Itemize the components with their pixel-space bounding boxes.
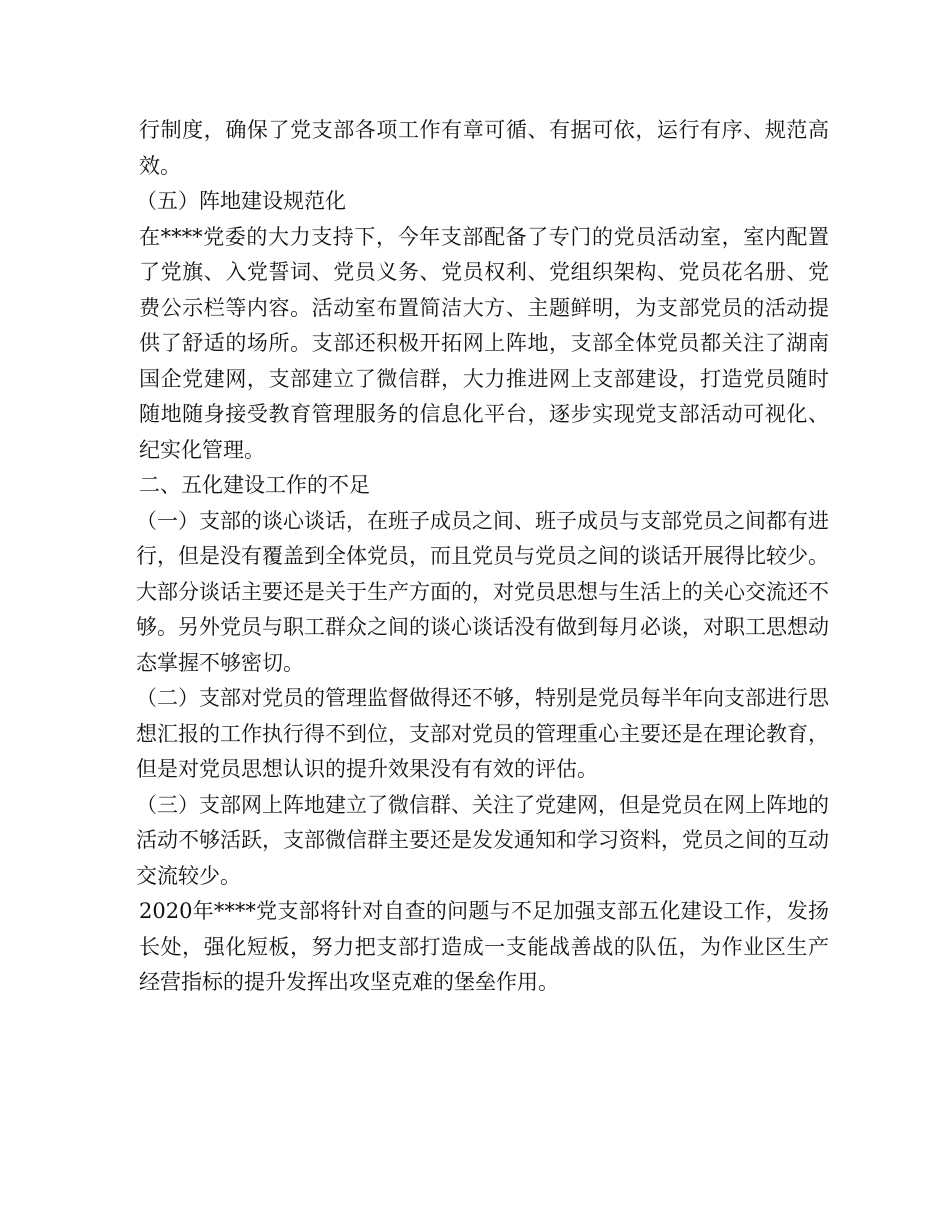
paragraph-system-efficiency: 行制度，确保了党支部各项工作有章可循、有据可依，运行有序、规范高效。 [139,118,829,178]
paragraph-shortcoming-online: （三）支部网上阵地建立了微信群、关注了党建网，但是党员在网上阵地的活动不够活跃，支部微信群主要还是发发通知和学习资料，党员之间的互动交流较少。 [136,792,829,888]
paragraph-2020-plan: 2020年****党支部将针对自查的问题与不足加强支部五化建设工作，发扬长处，强化短板，努力把支部打造成一支能战善战的队伍，为作业区生产经营指标的提升发挥出攻坚克难的堡垒作用。 [139,899,829,994]
document-body [136,113,829,1001]
paragraph-activity-room: 在****党委的大力支持下，今年支部配备了专门的党员活动室，室内配置了党旗、入党誓词、党员义务、党员权利、党组织架构、党员花名册、党费公示栏等内容。活动室布置简洁大方、主题鲜明，为支部党员的活动提供了舒适的场所。支部还积极开拓网上阵地，支部全体党员都关注了湖南国企党建网，支部建立了微信群，大力推进网上支部建设，打造党员随时随地随身接受教育管理服务的信息化平台，逐步实现党支部活动可视化、纪实化管理。 [139,224,829,462]
paragraph-shortcoming-supervision: （二）支部对党员的管理监督做得还不够，特别是党员每半年向支部进行思想汇报的工作执行得不到位，支部对党员的管理重心主要还是在理论教育，但是对党员思想认识的提升效果没有有效的评估。 [136,686,829,781]
heading-shortcomings: 二、五化建设工作的不足 [139,473,370,497]
paragraph-shortcoming-talks: （一）支部的谈心谈话，在班子成员之间、班子成员与支部党员之间都有进行，但是没有覆盖到全体党员，而且党员与党员之间的谈话开展得比较少。大部分谈话主要还是关于生产方面的，对党员思想与生活上的关心交流还不够。另外党员与职工群众之间的谈心谈话没有做到每月必谈，对职工思想动态掌握不够密切。 [136,508,829,675]
heading-position-standardization: （五）阵地建设规范化 [136,189,346,213]
